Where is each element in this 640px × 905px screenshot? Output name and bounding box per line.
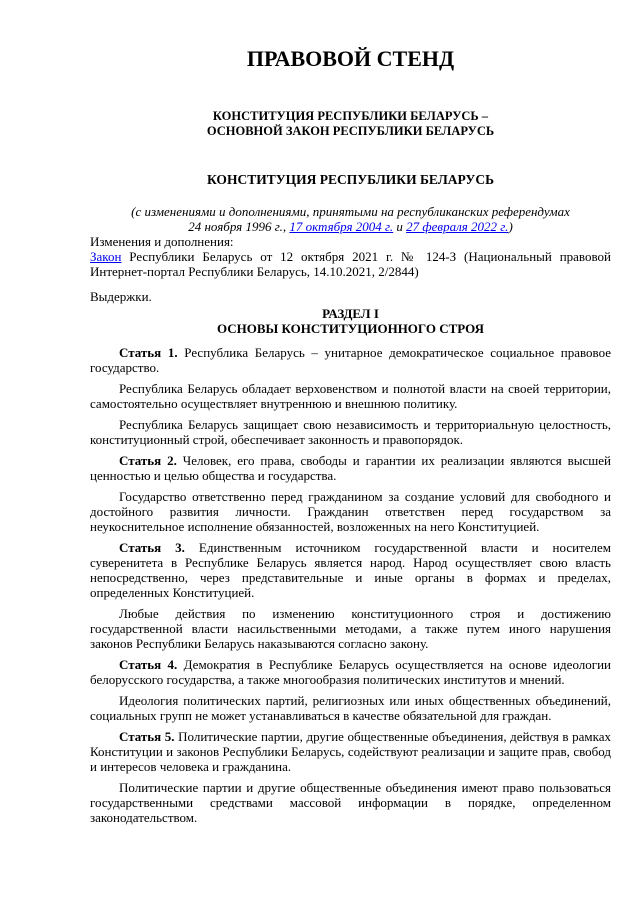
article-5-paragraph xyxy=(90,780,611,825)
section-heading xyxy=(90,306,611,336)
article-3-lead: Статья 3. xyxy=(119,540,185,555)
article-3-paragraph xyxy=(90,606,611,651)
article-1-paragraph xyxy=(90,381,611,411)
paragraph-text: Человек, его права, свободы и гарантии их реализации являются высшей ценностью и целью общества и государства. xyxy=(90,453,611,483)
amendments-line2-and: и xyxy=(393,219,407,234)
paragraph-text: Государство ответственно перед гражданином за создание условий для свободного и достойного развития личности. Гражданин ответствен перед государством за неукоснительное исполнение обязанностей, возложенных на него Конституцией. xyxy=(90,489,611,534)
article-2-paragraph xyxy=(90,489,611,534)
section-number: РАЗДЕЛ I xyxy=(322,306,379,321)
paragraph-text: Любые действия по изменению конституционного строя и достижению государственной власти насильственными методами, а также путем иного нарушения законов Республики Беларусь наказываются согласно закону. xyxy=(90,606,611,651)
paragraph-text: Республика Беларусь обладает верховенством и полнотой власти на своей территории, самостоятельно осуществляет внутреннюю и внешнюю политику. xyxy=(90,381,611,411)
article-4-paragraph xyxy=(90,693,611,723)
law-reference xyxy=(90,249,611,279)
amendments-note xyxy=(90,204,611,234)
law-reference-text: Республики Беларусь от 12 октября 2021 г. № 124-З (Национальный правовой Интернет-портал Республики Беларусь, 14.10.2021, 2/2844) xyxy=(90,249,611,279)
article-5-paragraph xyxy=(90,729,611,774)
article-1-paragraph xyxy=(90,345,611,375)
article-2-paragraph xyxy=(90,453,611,483)
amendments-line2-suffix: ) xyxy=(508,219,513,234)
paragraph-text: Политические партии, другие общественные объединения, действуя в рамках Конституции и законов Республики Беларусь, содействуют реализации и защите прав, свобод и интересов человека и гражданина. xyxy=(90,729,612,774)
paragraph-text: Единственным источником государственной власти и носителем суверенитета в Республике Беларусь является народ. Народ осуществляет свою власть непосредственно, через представительные и иные органы в формах и пределах, определенных Конституцией. xyxy=(90,540,611,600)
link-law[interactable]: Закон xyxy=(90,249,122,264)
doc-subtitle-line2: ОСНОВНОЙ ЗАКОН РЕСПУБЛИКИ БЕЛАРУСЬ xyxy=(206,124,495,138)
constitution-heading: КОНСТИТУЦИЯ РЕСПУБЛИКИ БЕЛАРУСЬ xyxy=(206,172,495,187)
paragraph-text: Демократия в Республике Беларусь осуществляется на основе идеологии белорусского государства, а также многообразия политических институтов и мнений. xyxy=(90,657,612,687)
page-title: ПРАВОВОЙ СТЕНД xyxy=(246,46,455,71)
link-referendum-2004[interactable]: 17 октября 2004 г. xyxy=(289,219,394,234)
article-1-lead: Статья 1. xyxy=(119,345,178,360)
doc-subtitle-line1: КОНСТИТУЦИЯ РЕСПУБЛИКИ БЕЛАРУСЬ – xyxy=(212,109,489,123)
excerpts-label: Выдержки. xyxy=(90,289,152,304)
article-4-paragraph xyxy=(90,657,611,687)
changes-label: Изменения и дополнения: xyxy=(90,234,234,249)
article-4-lead: Статья 4. xyxy=(119,657,178,672)
article-3-paragraph xyxy=(90,540,611,600)
article-1-paragraph xyxy=(90,417,611,447)
paragraph-text: Политические партии и другие общественные объединения имеют право пользоваться государственными средствами массовой информации в порядке, определенном законодательством. xyxy=(90,780,611,825)
section-title: ОСНОВЫ КОНСТИТУЦИОННОГО СТРОЯ xyxy=(216,321,485,336)
doc-subtitle xyxy=(90,109,611,139)
paragraph-text: Республика Беларусь – унитарное демократическое социальное правовое государство. xyxy=(90,345,612,375)
amendments-line2 xyxy=(90,219,611,234)
amendments-line2-prefix: 24 ноября 1996 г., xyxy=(188,219,290,234)
link-referendum-2022[interactable]: 27 февраля 2022 г. xyxy=(406,219,509,234)
paragraph-text: Идеология политических партий, религиозных или иных общественных объединений, социальных групп не может устанавливаться в качестве обязательной для граждан. xyxy=(90,693,611,723)
paragraph-text: Республика Беларусь защищает свою независимость и территориальную целостность, конституционный строй, обеспечивает законность и правопорядок. xyxy=(90,417,611,447)
amendments-line1: (с изменениями и дополнениями, принятыми на республиканских референдумах xyxy=(131,204,570,219)
article-5-lead: Статья 5. xyxy=(119,729,175,744)
article-2-lead: Статья 2. xyxy=(119,453,177,468)
